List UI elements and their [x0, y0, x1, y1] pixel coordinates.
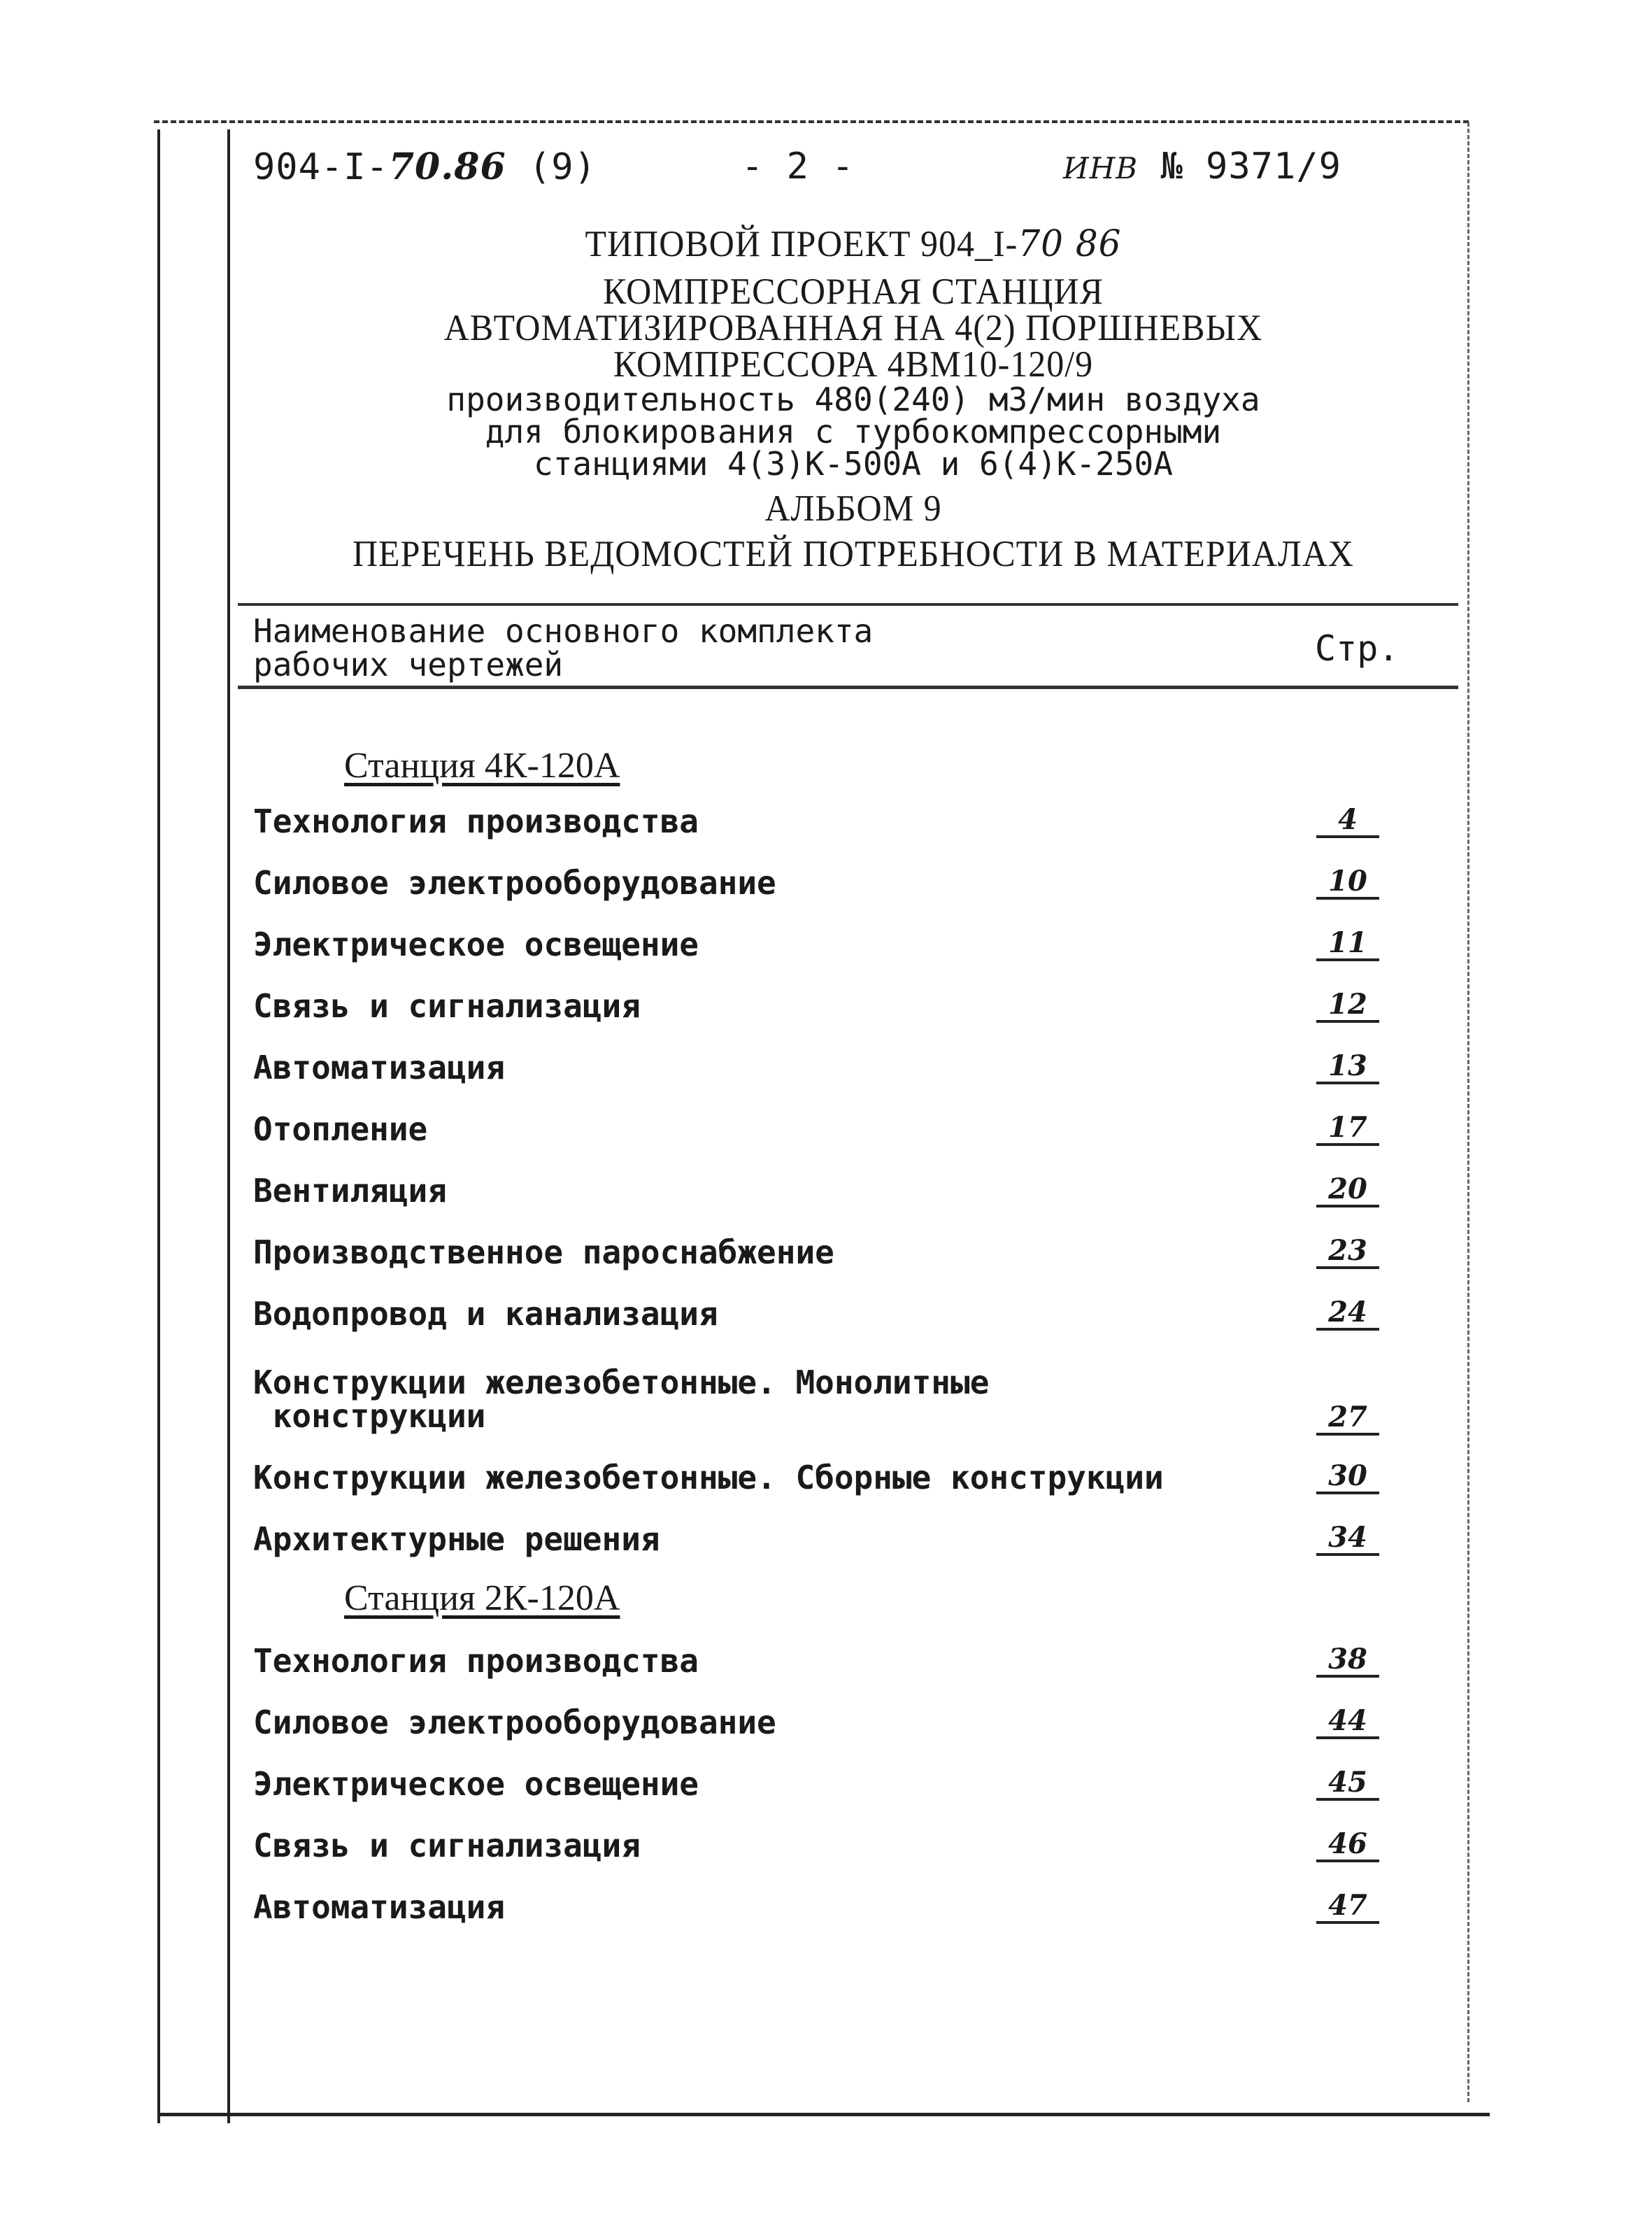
row-page: 27 [1316, 1402, 1379, 1436]
title-project-printed: ТИПОВОЙ ПРОЕКТ 904_I- [585, 222, 1018, 264]
row-label: Связь и сигнализация [253, 1827, 641, 1864]
table-row [253, 1174, 1379, 1216]
frame-top-border [154, 120, 1469, 123]
row-label: Технология производства [253, 1642, 699, 1680]
album-label: АЛЬБОМ 9 [764, 487, 942, 529]
title-line-4: КОМПРЕССОРА 4ВМ10-120/9 [613, 343, 1094, 385]
title-line-2: КОМПРЕССОРНАЯ СТАНЦИЯ [603, 270, 1104, 312]
row-page: 44 [1316, 1706, 1379, 1739]
page-number: - 2 - [741, 146, 855, 187]
section-title: Станция 4К-120А [344, 746, 620, 786]
row-label: Автоматизация [253, 1049, 506, 1086]
row-label: Автоматизация [253, 1888, 506, 1926]
title-line-3: АВТОМАТИЗИРОВАННАЯ НА 4(2) ПОРШНЕВЫХ [443, 306, 1263, 348]
table-row [253, 1644, 1379, 1686]
table-row [253, 802, 1379, 847]
row-label: Конструкции железобетонные. Сборные конструкции [253, 1459, 1164, 1496]
row-label: Связь и сигнализация [253, 987, 641, 1025]
row-label: Технология производства [253, 802, 699, 840]
section-title: Станция 2К-120А [344, 1578, 620, 1618]
row-label: Силовое электрооборудование [253, 864, 776, 902]
table-header-rule [238, 686, 1458, 689]
row-page: 12 [1316, 989, 1379, 1023]
row-page: 17 [1316, 1112, 1379, 1146]
table-row [253, 1364, 1379, 1435]
row-page: 47 [1316, 1890, 1379, 1924]
document-code-suffix: (9) [529, 146, 597, 188]
table-header-page: Стр. [1315, 628, 1400, 669]
table-row [253, 866, 1379, 908]
album-title [238, 487, 1469, 529]
title-project [238, 222, 1469, 265]
title-line-7: станциями 4(3)К-500А и 6(4)К-250А [534, 445, 1173, 483]
table-row [253, 1706, 1379, 1748]
table-row [253, 1767, 1379, 1809]
row-page: 4 [1316, 805, 1379, 838]
frame-left-outer-border [157, 129, 160, 2123]
inventory-value: № 9371/9 [1160, 146, 1341, 187]
table-row [253, 1890, 1379, 1932]
table-row [253, 1829, 1379, 1871]
row-page: 38 [1316, 1644, 1379, 1678]
table-row [253, 989, 1379, 1031]
row-label: Конструкции железобетонные. Монолитные конструкции [253, 1364, 990, 1435]
row-label: Электрическое освещение [253, 1765, 699, 1803]
row-page: 24 [1316, 1297, 1379, 1331]
table-row [253, 1297, 1379, 1339]
title-main [238, 270, 1469, 385]
row-page: 11 [1316, 928, 1379, 961]
table-row [253, 1235, 1379, 1277]
row-page: 30 [1316, 1461, 1379, 1494]
row-label: Электрическое освещение [253, 926, 699, 963]
row-label: Вентиляция [253, 1172, 447, 1210]
row-page: 46 [1316, 1829, 1379, 1862]
row-label: Архитектурные решения [253, 1520, 660, 1558]
table-row [253, 1112, 1379, 1154]
title-description [238, 381, 1469, 483]
document-subtitle [238, 532, 1469, 574]
table-row [253, 1461, 1379, 1503]
table-row [253, 1051, 1379, 1093]
row-page: 23 [1316, 1235, 1379, 1269]
row-page: 45 [1316, 1767, 1379, 1801]
frame-bottom-border [157, 2113, 1490, 2116]
table-header-name [253, 612, 874, 684]
document-code-handwritten: 70.86 [388, 146, 506, 188]
frame-left-inner-border [227, 129, 230, 2123]
row-label: Водопровод и канализация [253, 1295, 718, 1333]
row-page: 10 [1316, 866, 1379, 900]
title-line-6: для блокирования с турбокомпрессорными [485, 413, 1222, 451]
table-header-name-line1: Наименование основного комплекта [253, 612, 874, 650]
table-top-rule [238, 603, 1458, 606]
inventory-label: ИНВ [1063, 151, 1139, 185]
document-code [253, 146, 597, 188]
document-code-printed: 904-I- [253, 146, 389, 188]
row-page: 20 [1316, 1174, 1379, 1207]
title-line-5: производительность 480(240) м3/мин воздуха [446, 381, 1260, 418]
row-label: Силовое электрооборудование [253, 1704, 776, 1741]
table-row [253, 928, 1379, 970]
title-project-handwritten: 70 86 [1018, 222, 1122, 265]
table-header-name-line2: рабочих чертежей [253, 646, 564, 684]
row-label: Отопление [253, 1110, 428, 1148]
row-page: 34 [1316, 1522, 1379, 1556]
row-page: 13 [1316, 1051, 1379, 1084]
subtitle-text: ПЕРЕЧЕНЬ ВЕДОМОСТЕЙ ПОТРЕБНОСТИ В МАТЕРИАЛАХ [352, 532, 1355, 574]
row-label: Производственное пароснабжение [253, 1233, 834, 1271]
inventory-number [1063, 146, 1341, 187]
table-row [253, 1522, 1379, 1564]
